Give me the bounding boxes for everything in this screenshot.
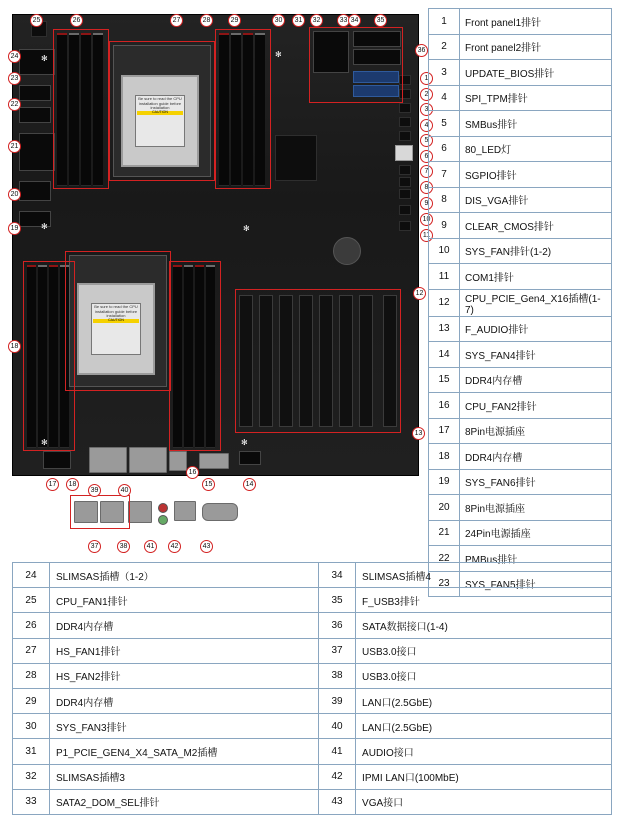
cpu2-sub-text: Be sure to read the CPU installation guide before installation <box>94 304 138 319</box>
callout-bubble-10: 10 <box>420 213 433 226</box>
callout-bubble-8: 8 <box>420 181 433 194</box>
legend-label: SYS_FAN6排针 <box>460 469 612 495</box>
pmbus-header <box>19 107 51 123</box>
port80-led <box>395 145 413 161</box>
callout-bubble-27: 27 <box>170 14 183 27</box>
vga-port <box>202 503 238 521</box>
vga-port-board <box>199 453 229 469</box>
callout-bubble-24: 24 <box>8 50 21 63</box>
legend-number: 41 <box>319 739 356 764</box>
snow-mark: ✻ <box>241 438 248 447</box>
lan-port-2 <box>129 447 167 473</box>
legend-row <box>429 238 612 264</box>
legend-row <box>429 9 612 35</box>
callout-bubble-41: 41 <box>144 540 157 553</box>
legend-number: 10 <box>429 238 460 264</box>
legend-number: 22 <box>429 546 460 572</box>
legend-label: SLIMSAS插槽4 <box>356 563 612 588</box>
callout-bubble-18: 18 <box>66 478 79 491</box>
snow-mark: ✻ <box>41 438 48 447</box>
clear-cmos-header <box>399 189 411 199</box>
legend-row <box>429 136 612 162</box>
legend-row <box>13 688 612 713</box>
callout-bubble-25: 25 <box>30 14 43 27</box>
callout-bubble-23: 23 <box>8 72 21 85</box>
legend-number: 25 <box>13 588 50 613</box>
legend-label: SYS_FAN5排针 <box>460 571 612 597</box>
legend-label: COM1排针 <box>460 264 612 290</box>
legend-row <box>13 789 612 814</box>
legend-number: 15 <box>429 367 460 393</box>
legend-row <box>429 162 612 188</box>
sys-fan4-header <box>239 451 261 465</box>
legend-label: IPMI LAN口(100MbE) <box>356 764 612 789</box>
highlight-ddr4-top-left <box>53 29 109 189</box>
highlight-cpu1 <box>109 41 215 181</box>
callout-bubble-18b: 18 <box>8 340 21 353</box>
legend-row <box>429 342 612 368</box>
callout-bubble-33: 33 <box>337 14 350 27</box>
atx-24pin-connector <box>19 133 55 171</box>
legend-row <box>429 367 612 393</box>
legend-label: SGPIO排针 <box>460 162 612 188</box>
legend-label: P1_PCIE_GEN4_X4_SATA_M2插槽 <box>49 739 318 764</box>
sys-fan-header-1-2 <box>399 205 411 215</box>
legend-number: 21 <box>429 520 460 546</box>
legend-number: 8 <box>429 187 460 213</box>
legend-row <box>13 714 612 739</box>
legend-label: 8Pin电源插座 <box>460 495 612 521</box>
legend-number: 40 <box>319 714 356 739</box>
legend-label: 24Pin电源插座 <box>460 520 612 546</box>
legend-label: SLIMSAS插槽3 <box>49 764 318 789</box>
dis-vga-header <box>399 177 411 187</box>
legend-number: 36 <box>319 613 356 638</box>
callout-bubble-13: 13 <box>412 427 425 440</box>
legend-label: CPU_PCIE_Gen4_X16插槽(1-7) <box>460 289 612 316</box>
legend-label: 8Pin电源插座 <box>460 418 612 444</box>
legend-number: 18 <box>429 444 460 470</box>
callout-bubble-39: 39 <box>88 484 101 497</box>
com1-header <box>399 221 411 231</box>
highlight-slimsas-usb-sata <box>309 27 403 103</box>
legend-label: PMBus排针 <box>460 546 612 572</box>
legend-row <box>429 495 612 521</box>
battery-cell <box>333 237 361 265</box>
cpu-8pin-power-1 <box>19 181 51 201</box>
update-bios-header <box>399 103 411 113</box>
cpu1-caution-text: CAUTION <box>137 111 183 115</box>
legend-label: Front panel2排针 <box>460 34 612 60</box>
legend-label: Front panel1排针 <box>460 9 612 35</box>
legend-label: SYS_FAN3排针 <box>49 714 318 739</box>
callout-bubble-11: 11 <box>420 229 433 242</box>
legend-row <box>429 469 612 495</box>
lan-port-1 <box>89 447 127 473</box>
legend-row <box>13 613 612 638</box>
snow-mark: ✻ <box>41 222 48 231</box>
legend-number: 31 <box>13 739 50 764</box>
legend-number: 17 <box>429 418 460 444</box>
legend-number: 14 <box>429 342 460 368</box>
legend-number: 33 <box>13 789 50 814</box>
legend-number: 2 <box>429 34 460 60</box>
legend-number: 42 <box>319 764 356 789</box>
legend-number: 11 <box>429 264 460 290</box>
legend-row <box>429 520 612 546</box>
legend-number: 26 <box>13 613 50 638</box>
legend-row <box>429 85 612 111</box>
callout-bubble-4: 4 <box>420 119 433 132</box>
legend-label: DDR4内存槽 <box>49 688 318 713</box>
legend-row <box>429 444 612 470</box>
sys-fan5-header <box>19 85 51 101</box>
callout-bubble-15: 15 <box>202 478 215 491</box>
sgpio-header <box>399 165 411 175</box>
legend-number: 9 <box>429 213 460 239</box>
callout-bubble-35: 35 <box>374 14 387 27</box>
legend-label: SYS_FAN排针(1-2) <box>460 238 612 264</box>
legend-label: LAN口(2.5GbE) <box>356 714 612 739</box>
legend-row <box>429 393 612 419</box>
legend-number: 5 <box>429 111 460 137</box>
legend-row <box>429 187 612 213</box>
legend-label: DIS_VGA排针 <box>460 187 612 213</box>
legend-row <box>429 213 612 239</box>
legend-number: 32 <box>13 764 50 789</box>
callout-bubble-9: 9 <box>420 197 433 210</box>
legend-number: 34 <box>319 563 356 588</box>
legend-label: DDR4内存槽 <box>460 444 612 470</box>
usb3-port-3 <box>128 501 152 523</box>
callout-bubble-38: 38 <box>117 540 130 553</box>
callout-bubble-20: 20 <box>8 188 21 201</box>
audio-port-cluster <box>169 451 187 471</box>
legend-number: 3 <box>429 60 460 86</box>
smbus-header <box>399 131 411 141</box>
legend-label: CPU_FAN2排针 <box>460 393 612 419</box>
legend-label: CPU_FAN1排针 <box>49 588 318 613</box>
legend-label: 80_LED灯 <box>460 136 612 162</box>
highlight-usb-ports <box>70 495 130 529</box>
legend-label: USB3.0接口 <box>356 663 612 688</box>
callout-bubble-29: 29 <box>228 14 241 27</box>
legend-label: SYS_FAN4排针 <box>460 342 612 368</box>
legend-row <box>429 60 612 86</box>
audio-jack-mic <box>158 503 168 513</box>
callout-bubble-1: 1 <box>420 72 433 85</box>
slimsas-slot-1-2 <box>19 49 55 75</box>
cpu2-caution-text: CAUTION <box>93 319 139 323</box>
legend-number: 35 <box>319 588 356 613</box>
callout-bubble-43: 43 <box>200 540 213 553</box>
callout-bubble-32: 32 <box>310 14 323 27</box>
callout-bubble-6: 6 <box>420 150 433 163</box>
legend-label: AUDIO接口 <box>356 739 612 764</box>
callout-bubble-17: 17 <box>46 478 59 491</box>
legend-number: 24 <box>13 563 50 588</box>
legend-number: 19 <box>429 469 460 495</box>
legend-label: LAN口(2.5GbE) <box>356 688 612 713</box>
callout-bubble-42: 42 <box>168 540 181 553</box>
cpu1-sub-text: Be sure to read the CPU installation guide before installation <box>138 96 182 111</box>
legend-number: 23 <box>429 571 460 597</box>
legend-label: SATA数据接口(1-4) <box>356 613 612 638</box>
legend-label: USB3.0接口 <box>356 638 612 663</box>
legend-number: 39 <box>319 688 356 713</box>
legend-row <box>13 638 612 663</box>
legend-label: HS_FAN1排针 <box>49 638 318 663</box>
legend-row <box>429 264 612 290</box>
legend-table-bottom <box>12 562 612 815</box>
legend-number: 27 <box>13 638 50 663</box>
ipmi-lan-port <box>174 501 196 521</box>
legend-row <box>429 111 612 137</box>
legend-number: 16 <box>429 393 460 419</box>
legend-label: SATA2_DOM_SEL排针 <box>49 789 318 814</box>
legend-row <box>429 34 612 60</box>
rear-io-strip <box>70 495 300 535</box>
legend-row <box>13 663 612 688</box>
legend-label: SLIMSAS插槽（1-2） <box>49 563 318 588</box>
callout-bubble-5: 5 <box>420 134 433 147</box>
legend-number: 28 <box>13 663 50 688</box>
legend-row <box>13 739 612 764</box>
legend-number: 37 <box>319 638 356 663</box>
legend-row <box>429 418 612 444</box>
callout-bubble-31: 31 <box>292 14 305 27</box>
highlight-ddr4-bottom-right <box>169 261 221 451</box>
callout-bubble-28: 28 <box>200 14 213 27</box>
legend-label: DDR4内存槽 <box>49 613 318 638</box>
legend-label: F_AUDIO排针 <box>460 316 612 342</box>
legend-label: SMBus排针 <box>460 111 612 137</box>
legend-label: SPI_TPM排针 <box>460 85 612 111</box>
callout-bubble-40: 40 <box>118 484 131 497</box>
callout-bubble-36: 36 <box>415 44 428 57</box>
highlight-cpu2 <box>65 251 171 391</box>
legend-row <box>429 316 612 342</box>
callout-bubble-3: 3 <box>420 103 433 116</box>
legend-number: 20 <box>429 495 460 521</box>
legend-number: 29 <box>13 688 50 713</box>
legend-number: 38 <box>319 663 356 688</box>
callout-bubble-12: 12 <box>413 287 426 300</box>
legend-row <box>13 764 612 789</box>
callout-bubble-2: 2 <box>420 88 433 101</box>
callout-bubble-26: 26 <box>70 14 83 27</box>
callout-bubble-22: 22 <box>8 98 21 111</box>
legend-number: 13 <box>429 316 460 342</box>
motherboard-image <box>12 14 419 476</box>
legend-number: 12 <box>429 289 460 316</box>
spi-tpm-header <box>399 117 411 127</box>
chipset-heatsink <box>275 135 317 181</box>
audio-jack-line <box>158 515 168 525</box>
highlight-pcie-slots <box>235 289 401 433</box>
snow-mark: ✻ <box>243 224 250 233</box>
callout-bubble-21: 21 <box>8 140 21 153</box>
legend-number: 6 <box>429 136 460 162</box>
legend-label: CLEAR_CMOS排针 <box>460 213 612 239</box>
callout-bubble-30: 30 <box>272 14 285 27</box>
legend-label: VGA接口 <box>356 789 612 814</box>
callout-bubble-37: 37 <box>88 540 101 553</box>
legend-number: 1 <box>429 9 460 35</box>
callout-bubble-14: 14 <box>243 478 256 491</box>
legend-label: HS_FAN2排针 <box>49 663 318 688</box>
callout-bubble-19: 19 <box>8 222 21 235</box>
snow-mark: ✻ <box>41 54 48 63</box>
legend-label: UPDATE_BIOS排针 <box>460 60 612 86</box>
legend-number: 7 <box>429 162 460 188</box>
legend-row <box>13 588 612 613</box>
legend-table-right <box>428 8 612 597</box>
legend-number: 43 <box>319 789 356 814</box>
callout-bubble-34: 34 <box>348 14 361 27</box>
legend-label: F_USB3排针 <box>356 588 612 613</box>
cpu-8pin-power-2 <box>43 451 71 469</box>
legend-number: 30 <box>13 714 50 739</box>
legend-number: 4 <box>429 85 460 111</box>
highlight-ddr4-top-right <box>215 29 271 189</box>
snow-mark: ✻ <box>275 50 282 59</box>
callout-bubble-7: 7 <box>420 165 433 178</box>
legend-row <box>429 289 612 316</box>
callout-bubble-16: 16 <box>186 466 199 479</box>
legend-label: DDR4内存槽 <box>460 367 612 393</box>
legend-row <box>13 563 612 588</box>
